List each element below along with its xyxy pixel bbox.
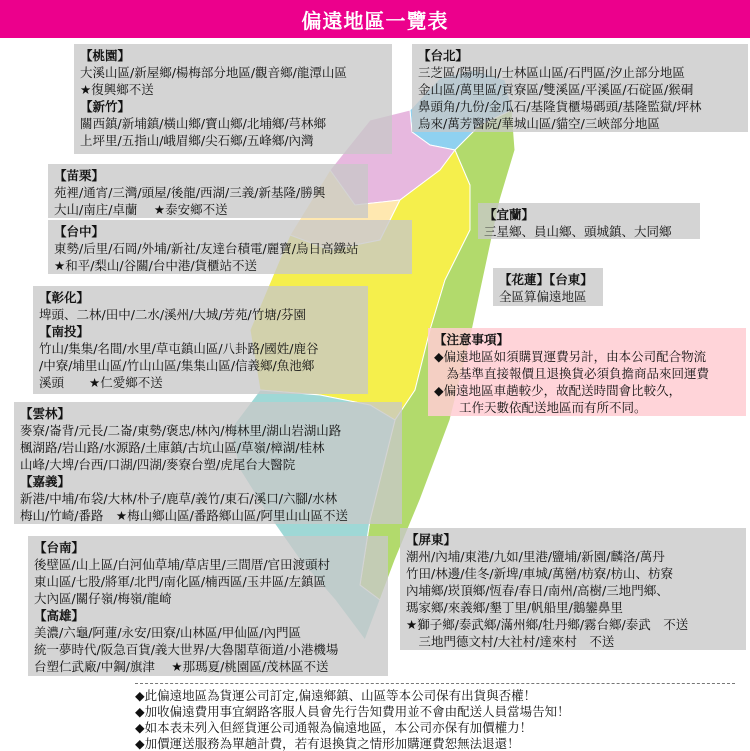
- footer-notes: [135, 688, 735, 751]
- region-line: 內埔鄉/崁頂鄉/恆春/春日/南州/高樹/三地門鄉、: [406, 583, 669, 598]
- region-title-nantou: 【南投】: [39, 324, 90, 339]
- footer-line: ◆如本表未列入但經貨運公司通報為偏遠地區，本公司亦保有加價權力！: [135, 720, 533, 735]
- notes-line: 工作天數依配送地區而有所不同。: [434, 400, 647, 415]
- region-taichung: [48, 220, 412, 274]
- region-line: 金山區/萬里區/貢寮區/雙溪區/平溪區/石碇區/猴硐: [418, 82, 694, 97]
- region-line: ★復興鄉不送: [80, 82, 154, 97]
- region-line: 東勢/后里/石岡/外埔/新社/友達台積電/麗寶/烏日高鐵站: [54, 241, 359, 256]
- footer-divider: [135, 683, 735, 684]
- region-line: 烏來/萬芳醫院/華城山區/貓空/三峽部分地區: [418, 116, 660, 131]
- region-line: 美濃/六龜/阿蓮/永安/田寮/山林區/甲仙區/內門區: [34, 625, 301, 640]
- region-title-taichung: 【台中】: [54, 224, 105, 239]
- region-line: 台塑仁武廠/中鋼/旗津 ★那瑪夏/桃園區/茂林區不送: [34, 659, 329, 674]
- region-line: 三地門德文村/大社村/達來村 不送: [406, 634, 615, 649]
- region-line: 苑裡/通宵/三灣/頭屋/後龍/西湖/三義/新基隆/勝興: [54, 185, 326, 200]
- footer-line: ◆此偏遠地區為貨運公司訂定,偏遠鄉鎮、山區等本公司保有出貨與否權！: [135, 688, 537, 703]
- region-hualien-taitung: [493, 268, 603, 306]
- notes-box: [428, 328, 746, 416]
- region-line: 麥寮/崙背/元長/二崙/東勢/褒忠/林內/梅林里/湖山岩湖山路: [20, 423, 342, 438]
- region-line: 三芝區/陽明山/士林區山區/石門區/汐止部分地區: [418, 65, 685, 80]
- region-yunlin-chiayi: [14, 402, 402, 524]
- region-pingtung: [400, 528, 746, 650]
- region-yilan: [478, 203, 700, 239]
- region-title-taipei: 【台北】: [418, 48, 469, 63]
- region-title-kaohsiung: 【高雄】: [34, 608, 85, 623]
- region-title-changhua: 【彰化】: [39, 290, 90, 305]
- region-title-pingtung: 【屏東】: [406, 532, 457, 547]
- region-line: 後壁區/山上區/白河仙草埔/草店里/三間厝/官田渡頭村: [34, 557, 331, 572]
- header-bar: [0, 0, 750, 38]
- notes-line: ◆偏遠地區車趟較少，故配送時間會比較久，: [434, 383, 682, 398]
- region-line: 潮州/內埔/東港/九如/里港/鹽埔/新園/麟洛/萬丹: [406, 549, 665, 564]
- region-title-hsinchu: 【新竹】: [80, 99, 131, 114]
- notes-line: ◆偏遠地區如須購買運費另計，由本公司配合物流: [434, 349, 707, 364]
- region-title-yunlin: 【雲林】: [20, 406, 71, 421]
- region-taipei: [412, 44, 748, 132]
- region-line: 上坪里/五指山/峨眉鄉/尖石鄉/五峰鄉/內灣: [80, 133, 314, 148]
- page-title: 偏遠地區一覽表: [301, 9, 449, 33]
- region-title-tainan: 【台南】: [34, 540, 85, 555]
- notes-title: 【注意事項】: [434, 332, 510, 347]
- region-title-yilan: 【宜蘭】: [484, 207, 535, 222]
- region-line: 關西鎮/新埔鎮/橫山鄉/寶山鄉/北埔鄉/芎林鄉: [80, 116, 327, 131]
- region-line: 大內區/關仔嶺/梅嶺/龍崎: [34, 591, 172, 606]
- region-line: 全區算偏遠地區: [499, 289, 587, 304]
- region-line: ★和平/梨山/谷關/台中港/貨櫃站不送: [54, 258, 258, 273]
- region-line: 瑪家鄉/來義鄉/墾丁里/帆船里/鵝鑾鼻里: [406, 600, 623, 615]
- region-line: /中寮/埔里山區/竹山山區/集集山區/信義鄉/魚池鄉: [39, 358, 315, 373]
- region-line: 東山區/七股/將軍/北門/南化區/楠西區/玉井區/左鎮區: [34, 574, 326, 589]
- footer-line: ◆加價運送服務為單趟計費，若有退換貨之情形加購運費恕無法退還！: [135, 736, 520, 751]
- region-line: 埤頭、二林/田中/二水/溪州/大城/芳苑/竹塘/芬園: [39, 307, 306, 322]
- region-title-taoyuan: 【桃園】: [80, 48, 131, 63]
- region-miaoli: [48, 164, 368, 218]
- region-line: 竹田/林邊/佳冬/新埤/車城/萬巒/枋寮/枋山、枋寮: [406, 566, 673, 581]
- region-line: 新港/中埔/布袋/大林/朴子/鹿草/義竹/東石/溪口/六腳/水林: [20, 491, 338, 506]
- region-line: 溪頭 ★仁愛鄉不送: [39, 375, 163, 390]
- region-line: ★獅子鄉/泰武鄉/滿州鄉/牡丹鄉/霧台鄉/泰武 不送: [406, 617, 689, 632]
- footer-line: ◆加收偏遠費用事宜網路客服人員會先行告知費用並不會由配送人員當場告知！: [135, 704, 570, 719]
- region-line: 鼻頭角/九份/金瓜石/基隆貨櫃場碼頭/基隆監獄/坪林: [418, 99, 702, 114]
- region-line: 楓湖路/岩山路/水源路/土庫鎮/古坑山區/草嶺/樟湖/桂林: [20, 440, 325, 455]
- region-line: 統一夢時代/阪急百貨/義大世界/大魯閣草衙道/小港機場: [34, 642, 339, 657]
- region-line: 三星鄉、員山鄉、頭城鎮、大同鄉: [484, 224, 672, 239]
- region-tainan-kaohsiung: [28, 536, 388, 676]
- region-changhua-nantou: [33, 286, 368, 394]
- notes-line: 為基準直接報價且退換貨必須負擔商品來回運費: [434, 366, 710, 381]
- region-line: 大山/南庄/卓蘭 ★泰安鄉不送: [54, 202, 228, 217]
- region-taoyuan-hsinchu: [74, 44, 392, 154]
- region-title-miaoli: 【苗栗】: [54, 168, 105, 183]
- region-line: 梅山/竹崎/番路 ★梅山鄉山區/番路鄉山區/阿里山山區不送: [20, 508, 349, 523]
- region-title-hualien: 【花蓮】【台東】: [499, 272, 593, 287]
- region-title-chiayi: 【嘉義】: [20, 474, 71, 489]
- region-line: 大溪山區/新屋鄉/楊梅部分地區/觀音鄉/龍潭山區: [80, 65, 347, 80]
- region-line: 竹山/集集/名間/水里/草屯鎮山區/八卦路/國姓/鹿谷: [39, 341, 319, 356]
- region-line: 山峰/大埤/台西/口湖/四湖/麥寮台塑/虎尾台大醫院: [20, 457, 296, 472]
